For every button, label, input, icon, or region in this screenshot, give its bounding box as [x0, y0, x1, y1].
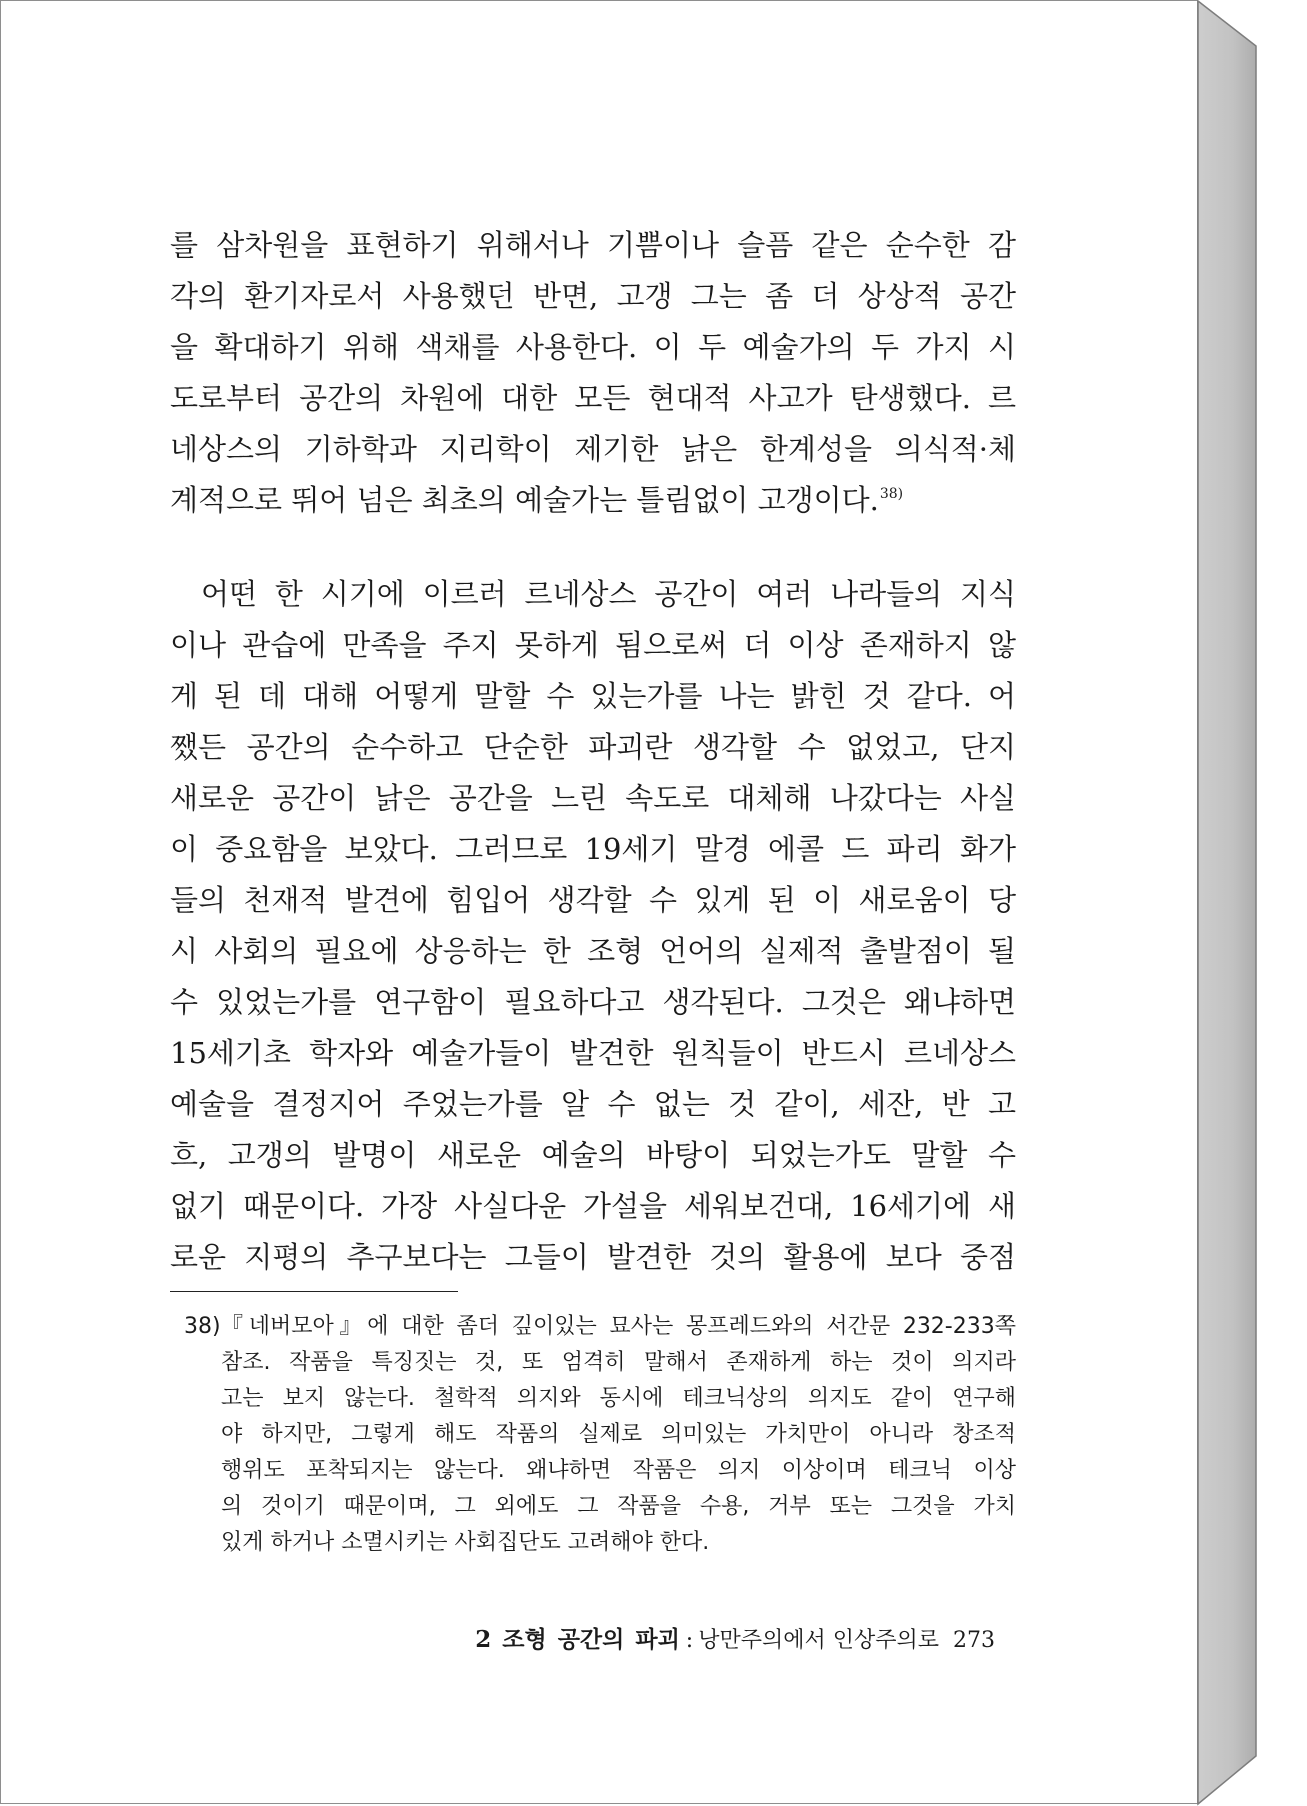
footnote-line: 행위도 포착되지는 않는다. 왜냐하면 작품은 의지 이상이며 테크닉 이상: [221, 1458, 1016, 1483]
text-line: 시 사회의 필요에 상응하는 한 조형 언어의 실제적 출발점이 될: [170, 934, 1016, 968]
paragraph-1: [170, 220, 1016, 526]
text-line: 이나 관습에 만족을 주지 못하게 됨으로써 더 이상 존재하지 않: [170, 628, 1016, 662]
page-number: 273: [953, 1628, 995, 1653]
footnote: [184, 1309, 1016, 1561]
text-line: 새로운 공간이 낡은 공간을 느린 속도로 대체해 나갔다는 사실: [170, 781, 1016, 815]
text-line: 게 된 데 대해 어떻게 말할 수 있는가를 나는 밝힌 것 같다. 어: [170, 679, 1016, 713]
chapter-title: 2 조형 공간의 파괴: [475, 1626, 680, 1653]
footnote-line: 있게 하거나 소멸시키는 사회집단도 고려해야 한다.: [221, 1530, 710, 1555]
footnote-line: 야 하지만, 그렇게 해도 작품의 실제로 의미있는 가치만이 아니라 창조적: [221, 1422, 1016, 1447]
paragraph-2: [170, 569, 1016, 1283]
running-foot: [301, 1624, 995, 1656]
footnote-rule: [170, 1291, 458, 1292]
text-line: 흐, 고갱의 발명이 새로운 예술의 바탕이 되었는가도 말할 수: [170, 1138, 1016, 1172]
text-line: 어떤 한 시기에 이르러 르네상스 공간이 여러 나라들의 지식: [201, 577, 1016, 611]
text-line: 쨌든 공간의 순수하고 단순한 파괴란 생각할 수 없었고, 단지: [170, 730, 1016, 764]
footnote-line: [184, 1309, 1016, 1345]
footnote-line: 참조. 작품을 특징짓는 것, 또 엄격히 말해서 존재하게 하는 것이 의지라: [221, 1350, 1016, 1375]
title-separator: :: [685, 1628, 694, 1653]
text-line-content: 계적으로 뛰어 넘은 최초의 예술가는 틀림없이 고갱이다.: [170, 483, 879, 517]
text-line: 이 중요함을 보았다. 그러므로 19세기 말경 에콜 드 파리 화가: [170, 832, 1016, 866]
footnote-number: 38): [184, 1314, 221, 1339]
text-line: 도로부터 공간의 차원에 대한 모든 현대적 사고가 탄생했다. 르: [170, 381, 1016, 415]
text-line: [170, 475, 1016, 526]
text-line: 각의 환기자로서 사용했던 반면, 고갱 그는 좀 더 상상적 공간: [170, 279, 1016, 313]
footnote-line: 의 것이기 때문이며, 그 외에도 그 작품을 수용, 거부 또는 그것을 가치: [221, 1494, 1016, 1519]
text-line: 를 삼차원을 표현하기 위해서나 기쁨이나 슬픔 같은 순수한 감: [170, 228, 1016, 262]
book-spine: [1196, 0, 1258, 1806]
text-line: 들의 천재적 발견에 힘입어 생각할 수 있게 된 이 새로움이 당: [170, 883, 1016, 917]
text-line: 로운 지평의 추구보다는 그들이 발견한 것의 활용에 보다 중점: [170, 1240, 1016, 1274]
text-line: 을 확대하기 위해 색채를 사용한다. 이 두 예술가의 두 가지 시: [170, 330, 1016, 364]
chapter-subtitle: 낭만주의에서 인상주의로: [698, 1628, 939, 1653]
footnote-line: 고는 보지 않는다. 철학적 의지와 동시에 테크닉상의 의지도 같이 연구해: [221, 1386, 1016, 1411]
footnote-line-content: 『네버모아』에 대한 좀더 깊이있는 묘사는 몽프레드와의 서간문 232-233쪽: [221, 1314, 1016, 1339]
text-line: 없기 때문이다. 가장 사실다운 가설을 세워보건대, 16세기에 새: [170, 1189, 1016, 1223]
note-reference: 38): [879, 486, 904, 502]
text-line: 네상스의 기하학과 지리학이 제기한 낡은 한계성을 의식적·체: [170, 432, 1016, 466]
text-line: 15세기초 학자와 예술가들이 발견한 원칙들이 반드시 르네상스: [170, 1036, 1016, 1070]
text-line: 수 있었는가를 연구함이 필요하다고 생각된다. 그것은 왜냐하면: [170, 985, 1016, 1019]
text-line: 예술을 결정지어 주었는가를 알 수 없는 것 같이, 세잔, 반 고: [170, 1087, 1016, 1121]
